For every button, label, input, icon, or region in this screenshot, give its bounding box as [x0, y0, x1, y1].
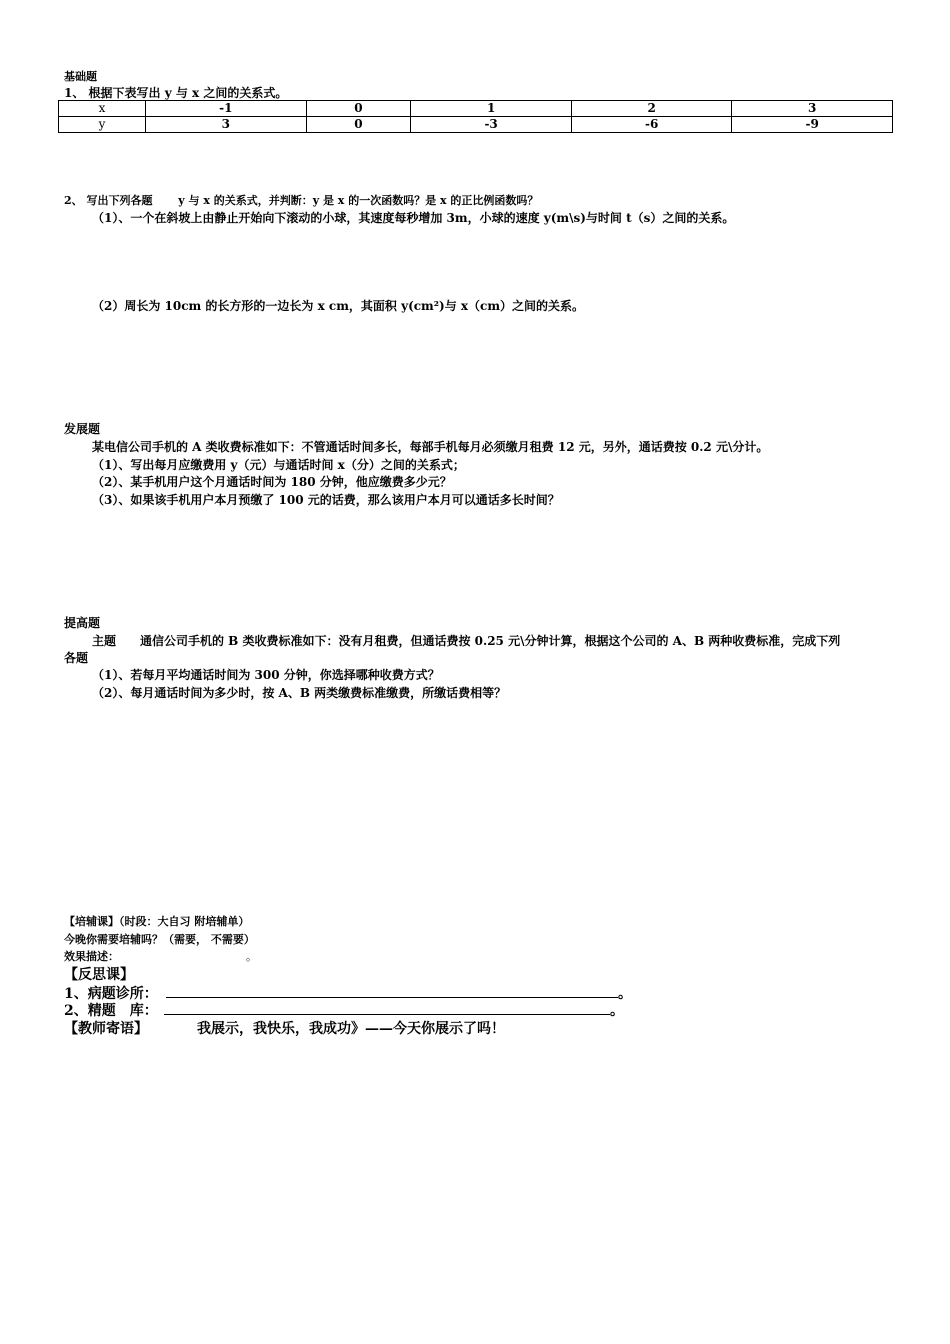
table-cell: 0: [306, 117, 411, 133]
develop-q1: （1）、写出每月应缴费用 y（元）与通话时间 x（分）之间的关系式；: [92, 458, 465, 472]
effect-label: 效果描述：: [64, 950, 119, 963]
advance-intro-line2: 各题: [64, 651, 89, 665]
table-cell: -6: [571, 117, 732, 133]
advance-q1: （1）、若每月平均通话时间为 300 分钟，你选择哪种收费方式？: [92, 668, 440, 682]
advance-intro-line1: 主题 通信公司手机的 B 类收费标准如下：没有月租费，但通话费按 0.25 元\分钟计算，根据这个公司的 A、B 两种收费标准，完成下列: [92, 634, 841, 648]
reflect-heading: 【反思课】: [64, 967, 134, 983]
basic-q2: 2、 写出下列各题 y 与 x 的关系式，并判断：y 是 x 的一次函数吗？是 x 的正比例函数吗？: [64, 194, 539, 207]
develop-heading: 发展题: [64, 422, 101, 436]
advance-heading: 提高题: [64, 616, 101, 630]
table-cell: -1: [146, 101, 307, 117]
table-cell: 3: [146, 117, 307, 133]
basic-q2-1: （1）、一个在斜坡上由静止开始向下滚动的小球，其速度每秒增加 3m，小球的速度 y(m\s)与时间 t（s）之间的关系。: [92, 211, 735, 225]
teacher-message: 【教师寄语】 我展示，我快乐，我成功》——今天你展示了吗！: [64, 1021, 505, 1037]
table-cell: -9: [732, 117, 893, 133]
basic-q1: 1、 根据下表写出 y 与 x 之间的关系式。: [64, 86, 288, 100]
basic-heading: 基础题: [64, 70, 97, 83]
effect-end: 。: [246, 950, 257, 963]
reflect-item-2-end: 。: [610, 1003, 624, 1019]
tutoring-line: 【培辅课】（时段：大自习 附培辅单）: [64, 915, 250, 928]
basic-q2-2: （2）周长为 10cm 的长方形的一边长为 x cm，其面积 y(cm²)与 x（cm）之间的关系。: [92, 299, 585, 313]
advance-q2: （2）、每月通话时间为多少时，按 A、B 两类缴费标准缴费，所缴话费相等？: [92, 686, 507, 700]
tutoring-need: 今晚你需要培辅吗？（需要， 不需要）: [64, 933, 255, 946]
develop-intro: 某电信公司手机的 A 类收费标准如下：不管通话时间多长，每部手机每月必须缴月租费 12 元，另外，通话费按 0.2 元\分计。: [92, 440, 769, 454]
xy-table: [58, 100, 893, 133]
reflect-item-1-label: 1、病题诊所：: [64, 986, 158, 1002]
reflect-item-1-end: 。: [618, 986, 632, 1002]
table-cell: -3: [411, 117, 572, 133]
table-cell: 0: [306, 101, 411, 117]
table-cell: y: [59, 117, 146, 133]
reflect-item-2-blank[interactable]: [164, 1014, 610, 1015]
table-cell: 1: [411, 101, 572, 117]
develop-q2: （2）、某手机用户这个月通话时间为 180 分钟，他应缴费多少元？: [92, 475, 452, 489]
table-cell: 3: [732, 101, 893, 117]
reflect-item-2-label: 2、精题 库：: [64, 1003, 158, 1019]
table-row: [59, 101, 893, 117]
table-row: [59, 117, 893, 133]
table-cell: x: [59, 101, 146, 117]
reflect-item-1-blank[interactable]: [166, 997, 618, 998]
develop-q3: （3）、如果该手机用户本月预缴了 100 元的话费，那么该用户本月可以通话多长时间？: [92, 493, 560, 507]
table-cell: 2: [571, 101, 732, 117]
